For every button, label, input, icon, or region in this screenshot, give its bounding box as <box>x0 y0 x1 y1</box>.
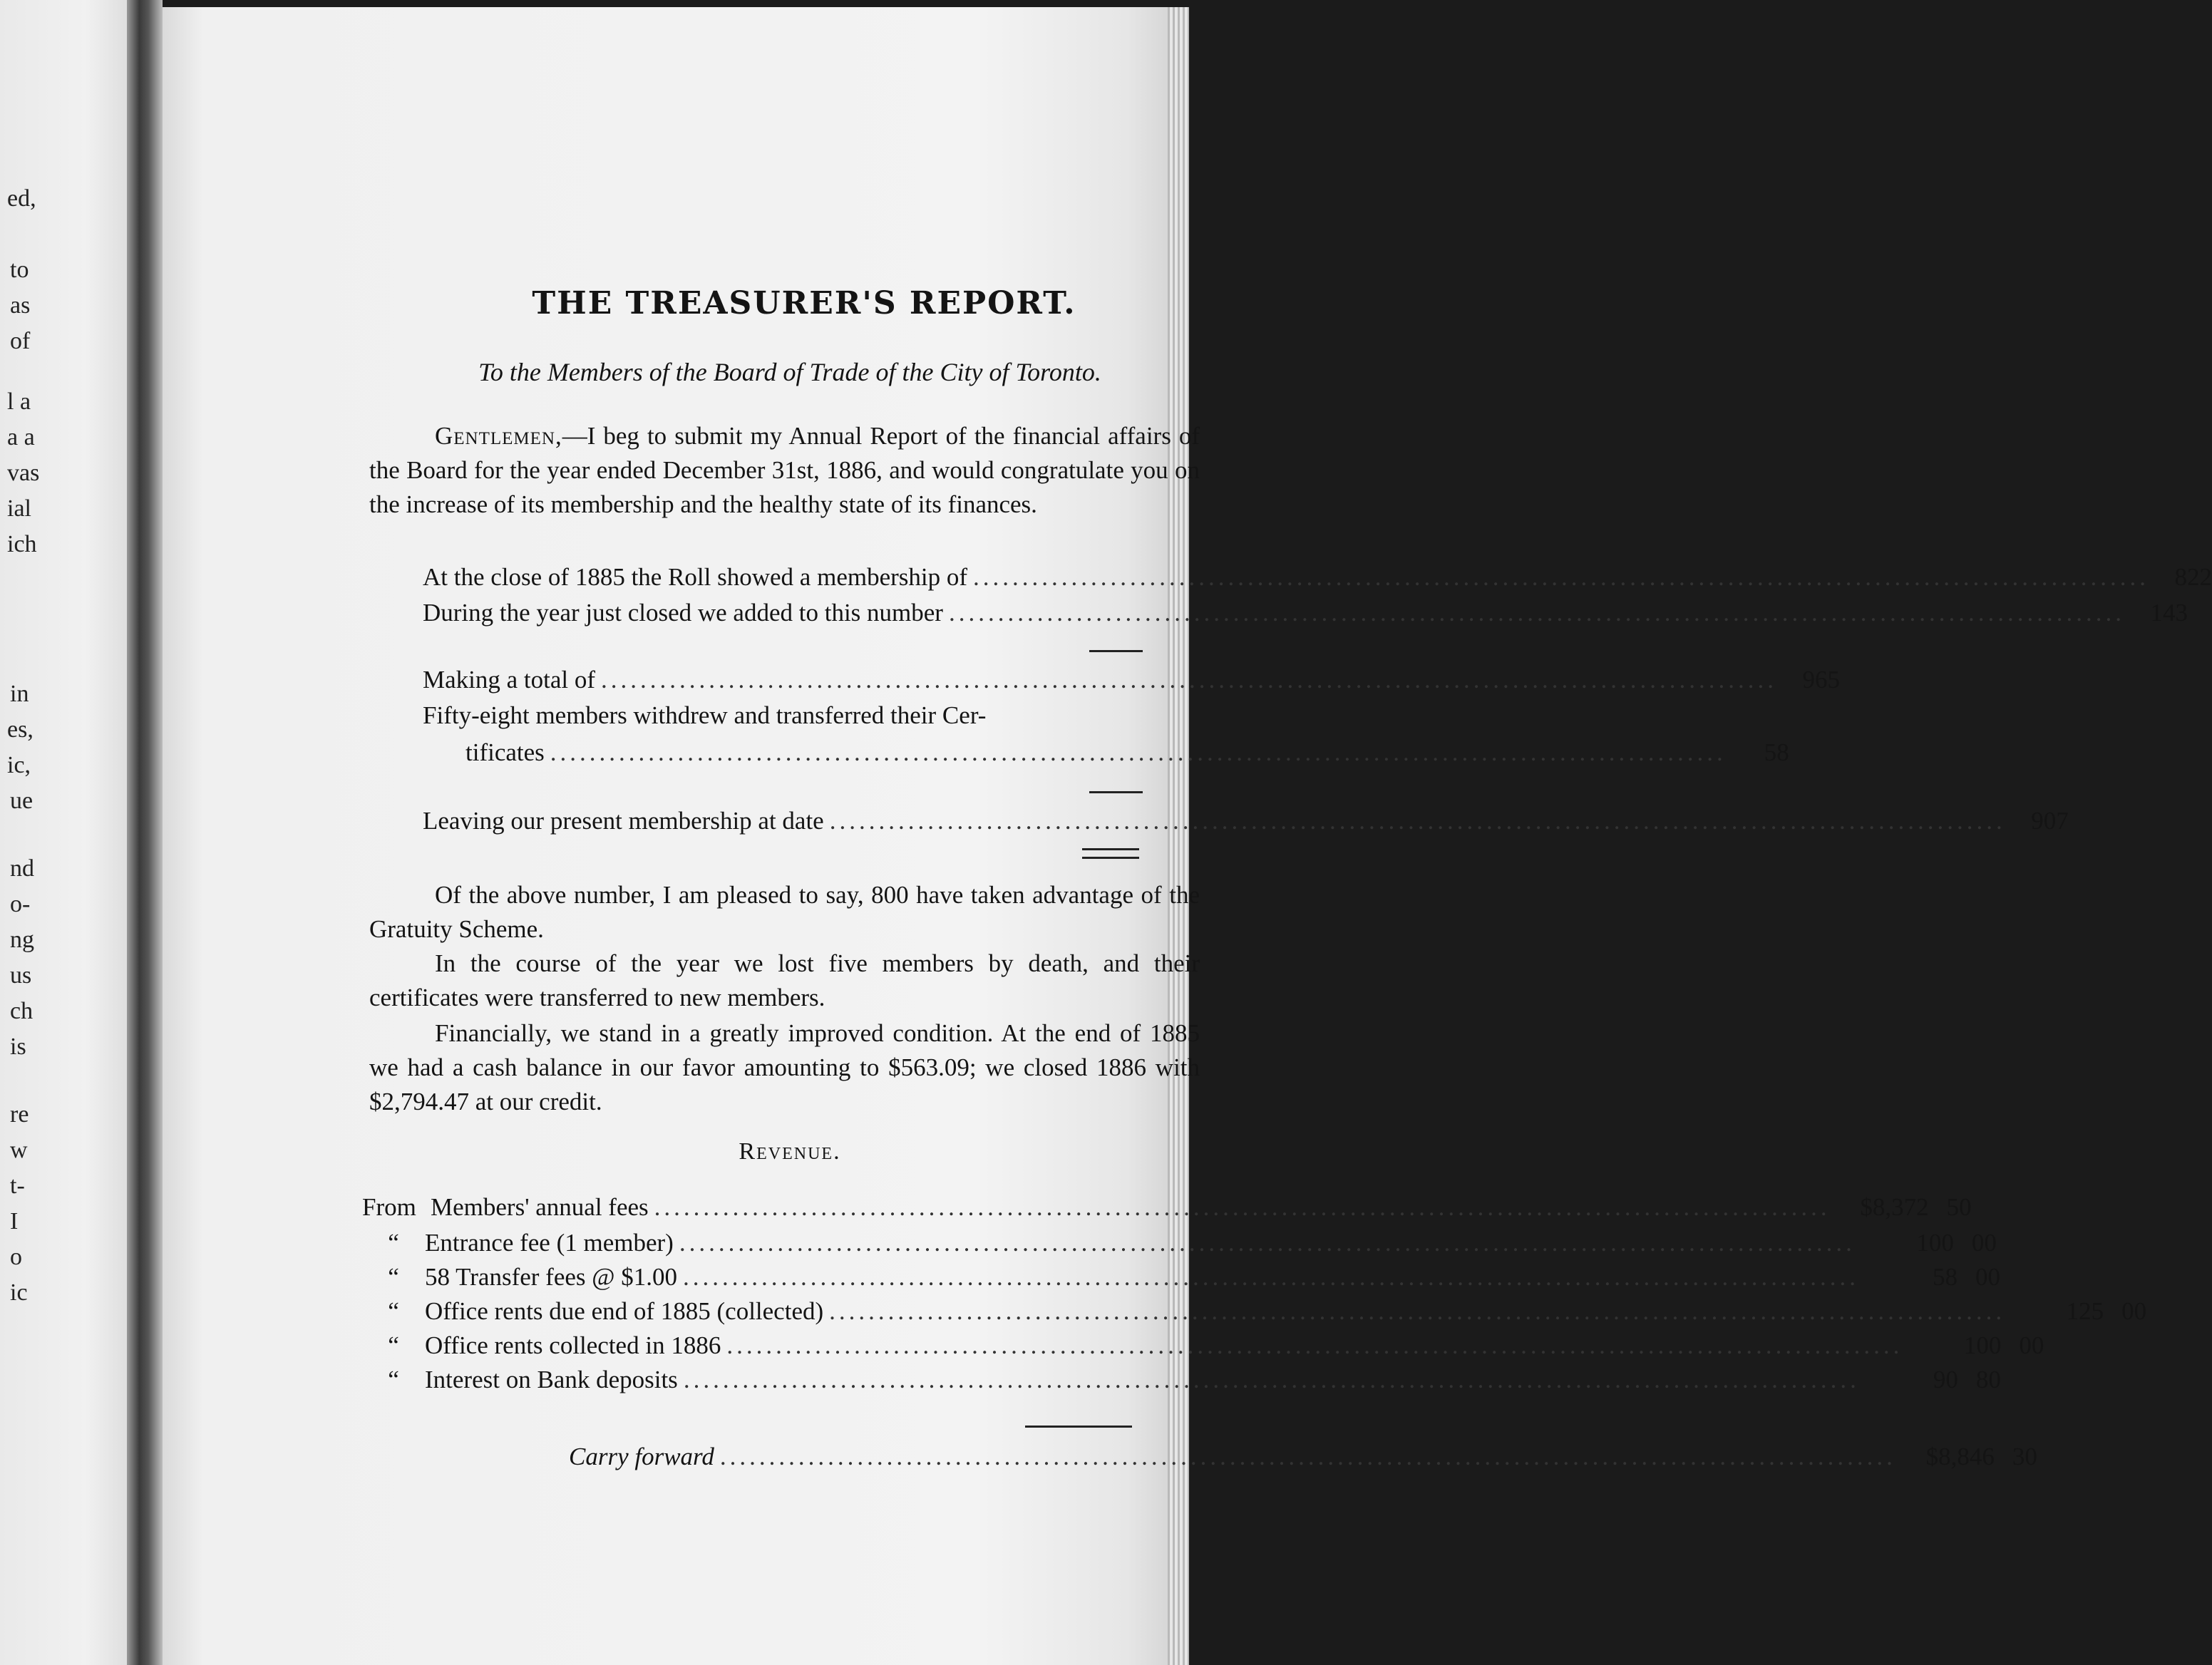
membership-label: Fifty-eight members withdrew and transferred their Cer- <box>423 701 987 729</box>
ditto-mark: “ <box>388 1366 399 1393</box>
membership-value: 965 <box>1802 666 1841 694</box>
membership-label: During the year just closed we added to this number <box>423 599 943 627</box>
facing-page-fragment: is <box>10 1033 26 1060</box>
revenue-row <box>362 1363 2001 1397</box>
finances-paragraph: Financially, we stand in a greatly improved condition. At the end of 1885 we had a cash balance in our favor amounting to $563.09; we closed 1886 with $2,794.47 at our credit. <box>369 1019 1200 1115</box>
revenue-dollars: $8,372 <box>1860 1193 1929 1221</box>
carry-forward-dollars: $8,846 <box>1925 1443 1995 1470</box>
from-label: From <box>362 1193 416 1221</box>
membership-value: 907 <box>2031 807 2069 835</box>
facing-page-fragment: to <box>10 257 29 283</box>
membership-value: 143 <box>2150 599 2188 627</box>
facing-page-fragment: of <box>10 328 31 354</box>
facing-page-fragment: o <box>10 1244 22 1270</box>
revenue-row <box>362 1329 2044 1363</box>
revenue-dollars: 90 <box>1933 1366 1958 1393</box>
facing-page-fragment: ich <box>7 531 37 557</box>
membership-row <box>423 596 2188 630</box>
page-text <box>362 7 2212 1665</box>
revenue-cents: 00 <box>2019 1331 2044 1359</box>
opening-address: Gentlemen, <box>435 422 562 450</box>
facing-page-fragment: re <box>10 1101 29 1128</box>
leader-dots: ........................................................................................................................ <box>829 807 2006 835</box>
membership-row <box>423 804 2069 838</box>
sum-rule <box>1089 791 1143 793</box>
ditto-mark: “ <box>388 1229 399 1257</box>
membership-row <box>423 699 1143 733</box>
membership-label: tificates <box>465 738 545 766</box>
revenue-cents: 80 <box>1975 1366 2001 1393</box>
carry-forward-cents: 30 <box>2012 1443 2037 1470</box>
facing-page-fragment: ic, <box>7 752 31 778</box>
revenue-heading: Revenue. <box>739 1138 841 1165</box>
membership-label: At the close of 1885 the Roll showed a membership of <box>423 563 968 591</box>
deaths-paragraph: In the course of the year we lost five members by death, and their certificates were transferred to new members. <box>369 949 1200 1011</box>
facing-page-fragment: o- <box>10 891 31 917</box>
facing-page-fragment: vas <box>7 460 40 486</box>
revenue-cents: 00 <box>1971 1229 1997 1257</box>
membership-row <box>423 560 2212 594</box>
facing-page-fragment: ed, <box>7 185 36 212</box>
leader-dots: ........................................................................................................................ <box>550 738 1727 766</box>
membership-value: 58 <box>1764 738 1789 766</box>
revenue-row <box>362 1260 2000 1294</box>
leader-dots: ........................................................................................................................ <box>683 1263 1859 1291</box>
opening-paragraph <box>369 419 1200 522</box>
facing-page-fragment: a a <box>7 424 35 450</box>
facing-page-fragment: in <box>10 681 29 707</box>
book-gutter <box>127 0 163 1665</box>
facing-page-fragment: ic <box>10 1279 28 1306</box>
leader-dots: ........................................................................................................................ <box>654 1193 1831 1221</box>
facing-page-fragment: I <box>10 1208 19 1234</box>
leader-dots: ........................................................................................................................ <box>726 1331 1903 1359</box>
facing-page-fragment: ue <box>10 788 34 814</box>
revenue-cents: 50 <box>1946 1193 1972 1221</box>
facing-page-fragment: ng <box>10 927 34 953</box>
facing-page-fragment: us <box>10 962 32 989</box>
page-title: THE TREASURER'S REPORT. <box>532 285 1076 321</box>
leader-dots: ........................................................................................................................ <box>719 1443 1896 1470</box>
membership-value: 822 <box>2174 563 2212 591</box>
report-page <box>163 7 2212 1665</box>
revenue-dollars: 100 <box>1963 1331 2002 1359</box>
leader-dots: ........................................................................................................................ <box>829 1297 2006 1325</box>
ditto-mark: “ <box>388 1297 399 1325</box>
revenue-row <box>362 1294 2147 1329</box>
facing-page-fragment: w <box>10 1137 28 1163</box>
facing-page-fragment: l a <box>7 388 31 415</box>
revenue-cents: 00 <box>1975 1263 2000 1291</box>
facing-page-fragment: ch <box>10 998 34 1024</box>
membership-label: Making a total of <box>423 666 596 694</box>
carry-forward-row <box>569 1440 2037 1474</box>
leader-dots: ........................................................................................................................ <box>683 1366 1860 1393</box>
leader-dots: ........................................................................................................................ <box>973 563 2150 591</box>
carry-forward-label: Carry forward <box>569 1443 714 1470</box>
membership-row <box>465 736 1789 770</box>
revenue-label: Members' annual fees <box>431 1193 649 1221</box>
facing-page-fragment: t- <box>10 1172 25 1199</box>
revenue-row <box>362 1226 1997 1260</box>
revenue-cents: 00 <box>2121 1297 2147 1325</box>
revenue-label: Interest on Bank deposits <box>425 1366 678 1393</box>
facing-page-fragment: es, <box>7 716 34 743</box>
facing-page-edge <box>0 0 143 1665</box>
revenue-label: Office rents collected in 1886 <box>425 1331 721 1359</box>
double-rule-bottom <box>1082 857 1139 859</box>
revenue-label: Office rents due end of 1885 (collected) <box>425 1297 824 1325</box>
facing-page-fragment: ial <box>7 495 31 522</box>
revenue-dollars: 125 <box>2066 1297 2104 1325</box>
membership-label: Leaving our present membership at date <box>423 807 824 835</box>
facing-page-fragment: as <box>10 292 31 319</box>
opening-text: —I beg to submit my Annual Report of the financial affairs of the Board for the year ended December 31st, 1886, and would congratulate you on the increase of its membership and the healthy state of its finances. <box>369 422 1200 518</box>
revenue-dollars: 100 <box>1916 1229 1954 1257</box>
revenue-row <box>362 1190 1972 1225</box>
leader-dots: ........................................................................................................................ <box>948 599 2125 627</box>
membership-row <box>423 663 1841 697</box>
double-rule-top <box>1082 848 1139 850</box>
sum-rule <box>1089 650 1143 652</box>
total-rule <box>1025 1426 1132 1428</box>
revenue-label: 58 Transfer fees @ $1.00 <box>425 1263 677 1291</box>
ditto-mark: “ <box>388 1263 399 1291</box>
ditto-mark: “ <box>388 1331 399 1359</box>
gratuity-paragraph: Of the above number, I am pleased to say, 800 have taken advantage of the Gratuity Scheme. <box>369 881 1200 943</box>
revenue-label: Entrance fee (1 member) <box>425 1229 674 1257</box>
leader-dots: ........................................................................................................................ <box>601 666 1778 694</box>
facing-page-fragment: nd <box>10 855 34 882</box>
revenue-dollars: 58 <box>1933 1263 1958 1291</box>
leader-dots: ........................................................................................................................ <box>679 1229 1856 1257</box>
salutation: To the Members of the Board of Trade of the City of Toronto. <box>478 358 1101 386</box>
